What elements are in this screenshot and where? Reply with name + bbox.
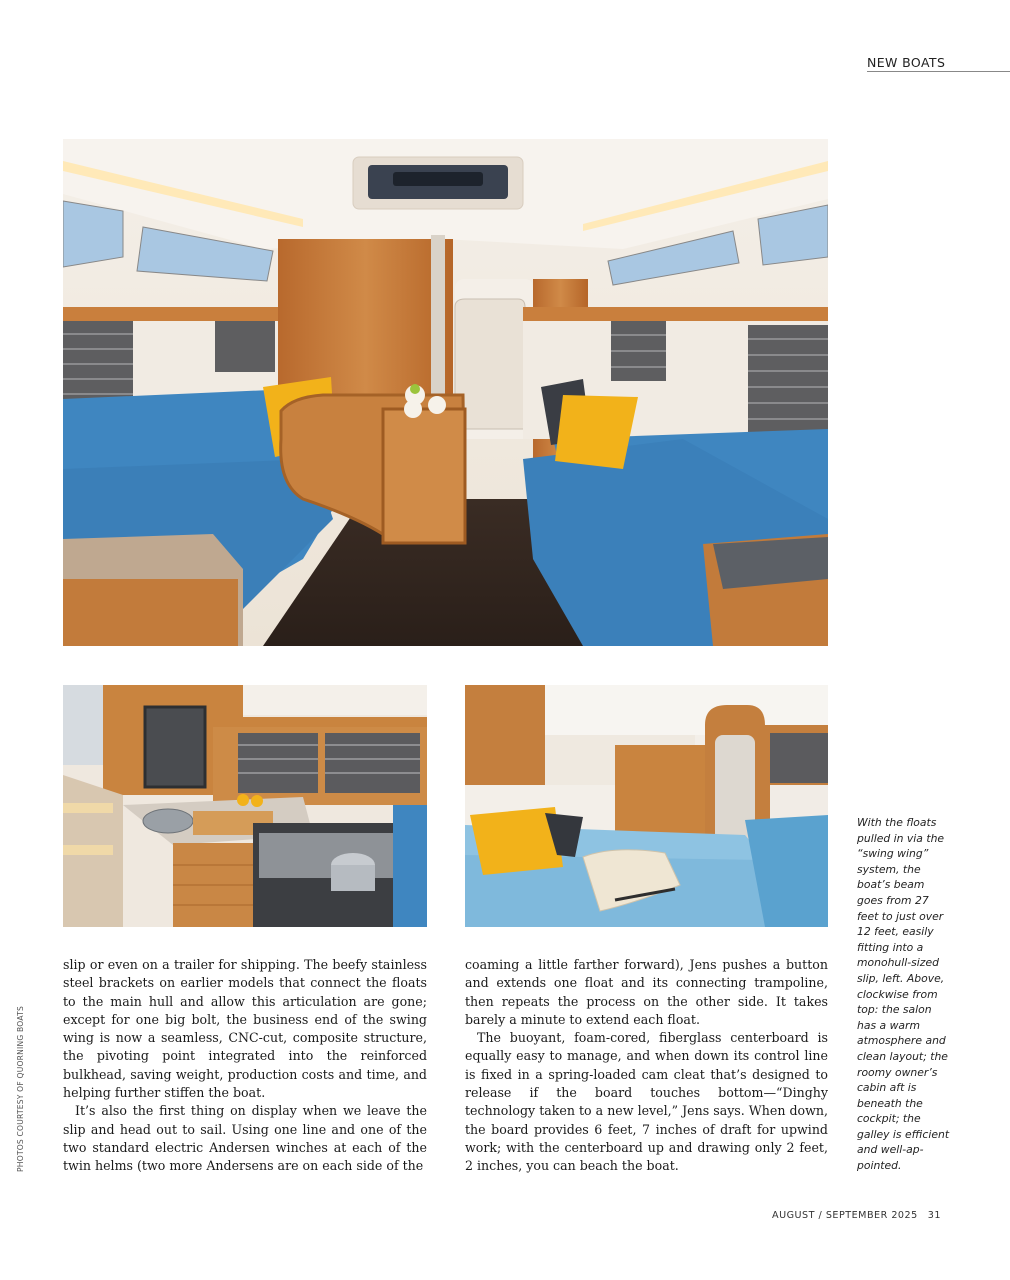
photo-credit: PHOTOS COURTESY OF QUORNING BOATS — [16, 1005, 25, 1172]
aft-cabin-photo — [465, 685, 828, 927]
section-rule — [867, 71, 1010, 72]
article-column-left — [63, 956, 427, 1176]
issue-date: AUGUST / SEPTEMBER 2025 — [772, 1210, 918, 1221]
paragraph: The buoyant, foam-cored, fiberglass centerboard is equally easy to manage, and when down its control line is fixed in a spring-loaded cam cleat that’s designed to release if the board touches bottom—“Dinghy technology taken to a new level,” Jens says. When down, the board provides 6 feet, 7 inches of draft for upwind work; with the centerboard up and drawing only 2 feet, 2 inches, you can beach the boat. — [465, 1030, 828, 1174]
paragraph: coaming a little farther forward), Jens pushes a button and extends one float and its connecting trampoline, then repeats the process on the other side. It takes barely a minute to extend each float. — [465, 957, 828, 1027]
page-folio — [772, 1210, 941, 1221]
section-tag: NEW BOATS — [867, 55, 946, 70]
photo-caption: With the floats pulled in via the “swing wing” system, the boat’s beam goes from 27 feet to just over 12 feet, easily fitting into a monohull-sized slip, left. Above, clockwise from top: the salon has a warm atmosphere and clean layout; the roomy owner’s cabin aft is beneath the cockpit; the galley is efficient and well-appointed. — [857, 816, 950, 1173]
paragraph: slip or even on a trailer for shipping. The beefy stainless steel brackets on earlier models that connect the floats to the main hull and allow this articulation are gone; except for one big bolt, the business end of the swing wing is now a seamless, CNC-cut, composite structure, the pivoting point integrated into the reinforced bulkhead, saving weight, production costs and time, and helping further stiffen the boat. — [63, 957, 427, 1101]
main-photo-salon — [63, 139, 828, 646]
cabin-photo-frame — [465, 685, 828, 927]
salon-interior-photo — [63, 139, 828, 646]
article-column-right — [465, 956, 828, 1176]
galley-photo — [63, 685, 427, 927]
galley-photo-frame — [63, 685, 427, 927]
page-number: 31 — [927, 1210, 941, 1221]
paragraph: It’s also the first thing on display when we leave the slip and head out to sail. Using one line and one of the two standard electric Andersen winches at each of the twin helms (two more Andersens are on each side of the — [63, 1103, 427, 1174]
